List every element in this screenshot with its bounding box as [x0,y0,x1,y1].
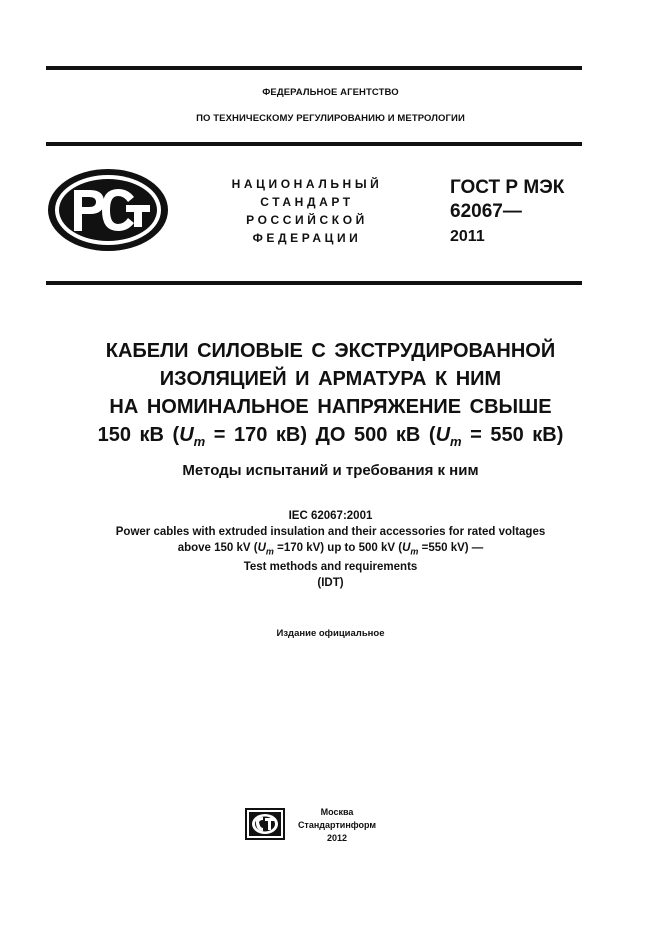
national-standard-line-2: СТАНДАРТ [260,195,354,209]
header-rule [46,142,582,146]
publisher-city: Москва [320,807,354,817]
title-line-3: НА НОМИНАЛЬНОЕ НАПРЯЖЕНИЕ СВЫШЕ [109,396,552,418]
agency-line-2: ПО ТЕХНИЧЕСКОМУ РЕГУЛИРОВАНИЮ И МЕТРОЛОГИИ [196,113,465,124]
standartinform-logo-icon [245,808,285,840]
top-rule [46,66,582,70]
document-subtitle: Методы испытаний и требования к ним [182,462,479,479]
mid-rule [46,281,582,285]
iec-line-4: (IDT) [317,577,344,590]
iec-line-2: above 150 kV ($U_m =170$ kV) up to 500 kV ($U_m =550$ kV) — [177,542,484,557]
designation-line-2: 62067— [450,201,522,222]
rst-emblem-icon [46,167,170,253]
national-standard-line-1: НАЦИОНАЛЬНЫЙ [231,177,383,191]
iec-line-3: Test methods and requirements [243,561,418,574]
publisher-name: Стандартинформ [297,820,377,830]
publisher-block [292,806,382,845]
document-title [40,337,621,456]
national-standard-line-4: ФЕДЕРАЦИИ [252,231,362,245]
agency-line-1: ФЕДЕРАЛЬНОЕ АГЕНТСТВО [262,87,399,98]
iec-ref: IEC 62067:2001 [288,510,373,522]
national-standard-line-3: РОССИЙСКОЙ [246,213,368,227]
standard-designation [450,176,564,224]
title-line-1: КАБЕЛИ СИЛОВЫЕ С ЭКСТРУДИРОВАННОЙ [105,340,556,362]
designation-year: 2011 [450,228,485,245]
title-line-4: 150 кВ ($U_m = 170$ кВ) ДО 500 кВ ($U_m = 550$ кВ) [97,424,564,449]
iec-line-1: Power cables with extruded insulation and their accessories for rated voltages [115,526,546,538]
edition-note: Издание официальное [276,628,385,639]
title-line-2: ИЗОЛЯЦИЕЙ И АРМАТУРА К НИМ [159,368,502,390]
iec-reference-block [0,508,661,591]
national-standard-label [212,175,402,247]
publisher-year: 2012 [326,833,348,843]
designation-line-1: ГОСТ Р МЭК [450,177,565,198]
